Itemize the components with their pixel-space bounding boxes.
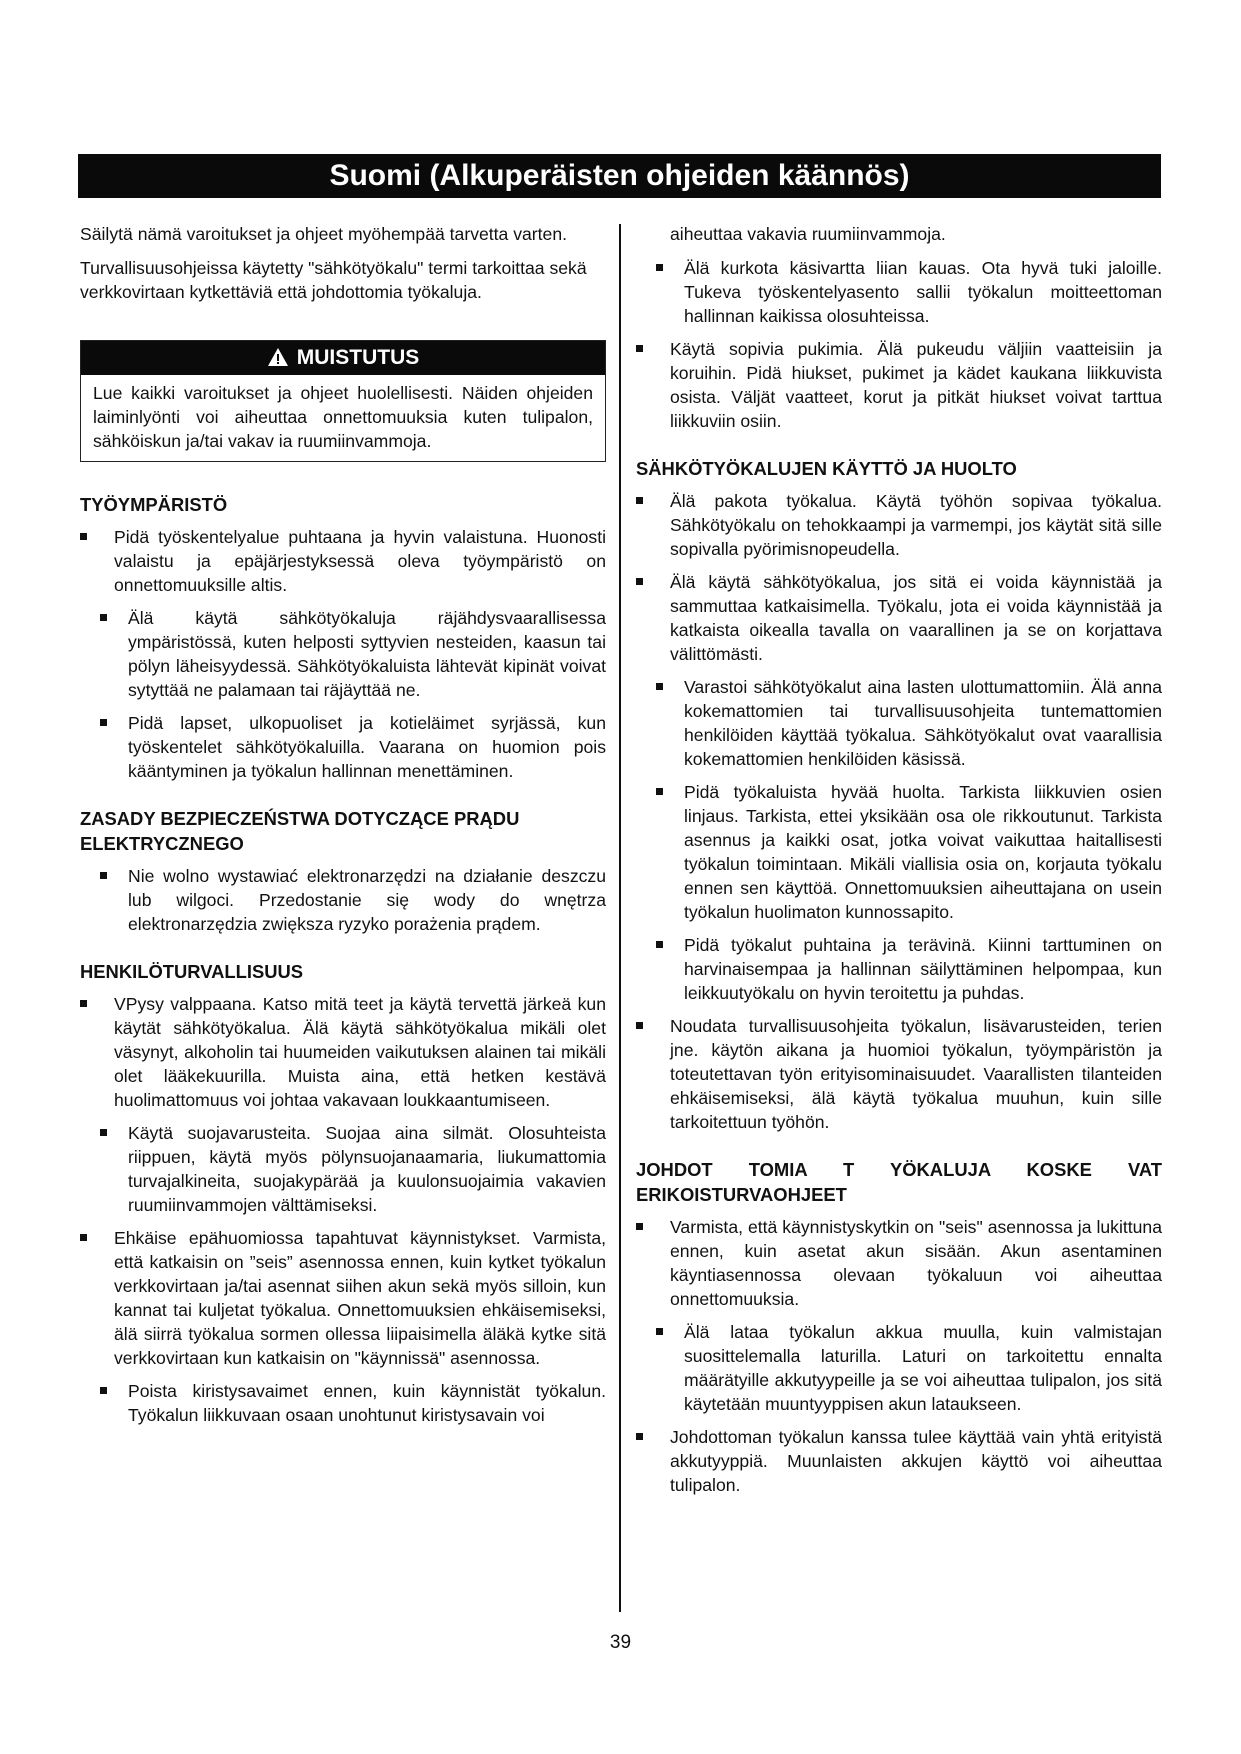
left-column xyxy=(80,222,606,1436)
list-item: Käytä suojavarusteita. Suojaa aina silmät. Olosuhteista riippuen, käytä myös pölynsuojanaamaria, liukumattomia turvajalkineita, suojakypärää ja kuulonsuojaimia vakavien ruumiinvammojen välttämiseksi. xyxy=(100,1121,606,1217)
list-item: Johdottoman työkalun kanssa tulee käyttää vain yhtä erityistä akkutyyppiä. Muunlaisten akkujen käyttö voi aiheuttaa tulipalon. xyxy=(636,1425,1162,1497)
list-item: Pidä lapset, ulkopuoliset ja kotieläimet syrjässä, kun työskentelet sähkötyökaluilla. Vaarana on huomion pois kääntyminen ja työkalun hallinnan menettäminen. xyxy=(100,711,606,783)
bullet-icon xyxy=(80,1234,87,1241)
column-divider xyxy=(619,224,621,1612)
section-heading: ZASADY BEZPIECZEŃSTWA DOTYCZĄCE PRĄDU ELEKTRYCZNEGO xyxy=(80,808,520,854)
list-item: Nie wolno wystawiać elektronarzędzi na działanie deszczu lub wilgoci. Przedostanie się wody do wnętrza elektronarzędzia zwiększa ryzyko porażenia prądem. xyxy=(100,864,606,936)
list-item: Pidä työkalut puhtaina ja terävinä. Kiinni tarttuminen on harvinaisempaa ja hallinnan säilyttäminen helpompaa, kun leikkuutyökalu on hyvin teroitettu ja puhdas. xyxy=(656,933,1162,1005)
page-title: Suomi (Alkuperäisten ohjeiden käännös) xyxy=(329,159,910,192)
bullet-icon xyxy=(656,941,663,948)
section-heading: TYÖYMPÄRISTÖ xyxy=(80,494,228,515)
continued-text: aiheuttaa vakavia ruumiinvammoja. xyxy=(670,224,946,244)
bullet-icon xyxy=(100,1387,107,1394)
bullet-icon xyxy=(636,497,643,504)
bullet-icon xyxy=(80,1000,87,1007)
list-item: Älä käytä sähkötyökaluja räjähdysvaarallisessa ympäristössä, kuten helposti syttyvien nesteiden, kaasun tai pölyn läheisyydessä. Sähkötyökaluista lähtevät kipinät voivat sytyttää ne palamaan tai räjäyttää ne. xyxy=(100,606,606,702)
intro-paragraph: Säilytä nämä varoitukset ja ohjeet myöhempää tarvetta varten. xyxy=(80,224,568,244)
warning-triangle-icon xyxy=(267,347,289,367)
bullet-icon xyxy=(100,1129,107,1136)
bullet-icon xyxy=(636,1433,643,1440)
intro-paragraph: Turvallisuusohjeissa käytetty "sähkötyökalu" termi tarkoittaa sekä verkkovirtaan kytkettäviä että johdottomia työkaluja. xyxy=(80,258,587,302)
bullet-icon xyxy=(636,1022,643,1029)
list-item: Älä kurkota käsivartta liian kauas. Ota hyvä tuki jaloille. Tukeva työskentelyasento sallii työkalun moitteettoman hallinnan kaikissa olosuhteissa. xyxy=(656,256,1162,328)
right-column xyxy=(636,222,1162,1506)
warning-header xyxy=(81,341,605,375)
section-heading: SÄHKÖTYÖKALUJEN KÄYTTÖ JA HUOLTO xyxy=(636,458,1017,479)
bullet-icon xyxy=(656,264,663,271)
bullet-icon xyxy=(636,1223,643,1230)
bullet-icon xyxy=(656,788,663,795)
page-title-banner xyxy=(78,154,1161,198)
list-item: Varmista, että käynnistyskytkin on "seis" asennossa ja lukittuna ennen, kuin asetat akun sisään. Akun asentaminen käyntiasennossa olevaan työkaluun voi aiheuttaa onnettomuuksia. xyxy=(636,1215,1162,1311)
bullet-icon xyxy=(636,578,643,585)
section-heading: JOHDOT TOMIA T YÖKALUJA KOSKE VAT ERIKOISTURVAOHJEET xyxy=(636,1159,1162,1205)
list-item: Poista kiristysavaimet ennen, kuin käynnistät työkalun. Työkalun liikkuvaan osaan unohtunut kiristysavain voi xyxy=(100,1379,606,1427)
section-heading: HENKILÖTURVALLISUUS xyxy=(80,961,304,982)
bullet-icon xyxy=(636,345,643,352)
list-item: Älä käytä sähkötyökalua, jos sitä ei voida käynnistää ja sammuttaa katkaisimella. Työkalu, jota ei voida käynnistää ja katkaista oikealla tavalla on vaarallinen ja se on korjattava välittömästi. xyxy=(636,570,1162,666)
list-item: Noudata turvallisuusohjeita työkalun, lisävarusteiden, terien jne. käytön aikana ja huomioi työkalun, työympäristön ja toteutettavan työn erityisominaisuudet. Vaarallisten tilanteiden ehkäisemiseksi, älä käytä työkalua muuhun, kuin sille tarkoitettuun työhön. xyxy=(636,1014,1162,1134)
bullet-icon xyxy=(100,719,107,726)
bullet-icon xyxy=(656,683,663,690)
list-item: Pidä työskentelyalue puhtaana ja hyvin valaistuna. Huonosti valaistu ja epäjärjestyksessä oleva työympäristö on onnettomuuksille altis. xyxy=(80,525,606,597)
list-item: Pidä työkaluista hyvää huolta. Tarkista liikkuvien osien linjaus. Tarkista, ettei yksikään osa ole rikkoutunut. Tarkista asennus ja kaikki osat, jotka voivat vaikuttaa haitallisesti työkalun toimintaan. Mikäli viallisia osia on, korjauta työkalu ennen sen käyttöä. Onnettomuuksien aiheuttajana on usein työkalun huolimaton kunnossapito. xyxy=(656,780,1162,924)
bullet-icon xyxy=(80,533,87,540)
list-item: Älä pakota työkalua. Käytä työhön sopivaa työkalua. Sähkötyökalu on tehokkaampi ja varmempi, jos käytät sitä sille sopivalla pyörimisnopeudella. xyxy=(636,489,1162,561)
bullet-icon xyxy=(656,1328,663,1335)
list-item: Ehkäise epähuomiossa tapahtuvat käynnistykset. Varmista, että katkaisin on ”seis” asennossa ennen, kuin kytket työkalun verkkovirtaan ja/tai asennat siihen akun sekä myös silloin, kun kannat tai kuljetat työkalua. Onnettomuuksien ehkäisemiseksi, älä siirrä työkalua sormen ollessa liipaisimella äläkä kytke sitä verkkovirtaan kun katkaisin on "käynnissä" asennossa. xyxy=(80,1226,606,1370)
warning-text: Lue kaikki varoitukset ja ohjeet huolellisesti. Näiden ohjeiden laiminlyönti voi aiheuttaa onnettomuuksia kuten tulipalon, sähköiskun ja/tai vakav ia ruumiinvammoja. xyxy=(93,383,593,451)
list-item: Käytä sopivia pukimia. Älä pukeudu väljiin vaatteisiin ja koruihin. Pidä hiukset, pukimet ja kädet kaukana liikkuvista osista. Väljät vaatteet, korut ja pitkät hiukset voivat tarttua liikkuviin osiin. xyxy=(636,337,1162,433)
warning-box xyxy=(80,340,606,462)
list-item: Älä lataa työkalun akkua muulla, kuin valmistajan suosittelemalla laturilla. Laturi on tarkoitettu ennalta määrätyille akkutyypeille ja se voi aiheuttaa tulipalon, jos sitä käytetään muuntyyppisen akun lataukseen. xyxy=(656,1320,1162,1416)
list-item: Varastoi sähkötyökalut aina lasten ulottumattomiin. Älä anna kokemattomien tai turvallisuusohjeita tuntemattomien henkilöiden käyttää työkalua. Sähkötyökalut ovat vaarallisia kokemattomien henkilöiden käsissä. xyxy=(656,675,1162,771)
bullet-icon xyxy=(100,872,107,879)
list-item: VPysy valppaana. Katso mitä teet ja käytä tervettä järkeä kun käytät sähkötyökalua. Älä käytä sähkötyökalua mikäli olet väsynyt, alkoholin tai huumeiden vaikutuksen alainen tai mikäli olet lääkekuurilla. Muista aina, että hetken kestävä huolimattomuus voi johtaa vakavaan loukkaantumiseen. xyxy=(80,992,606,1112)
page-number: 39 xyxy=(609,1632,632,1653)
bullet-icon xyxy=(100,614,107,621)
warning-title: MUISTUTUS xyxy=(296,346,420,369)
